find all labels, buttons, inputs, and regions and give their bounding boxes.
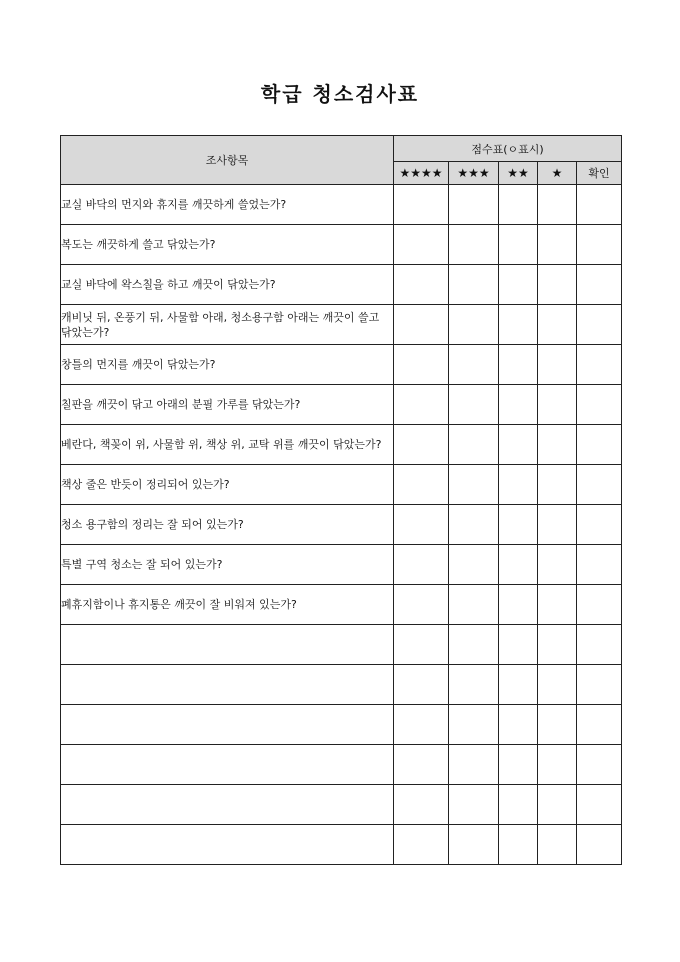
score-cell[interactable]	[499, 785, 538, 825]
score-cell[interactable]	[538, 305, 577, 345]
score-cell[interactable]	[394, 785, 449, 825]
score-cell[interactable]	[394, 305, 449, 345]
score-cell[interactable]	[538, 345, 577, 385]
table-row	[61, 585, 622, 625]
score-cell[interactable]	[577, 385, 622, 425]
score-cell[interactable]	[394, 545, 449, 585]
score-cell[interactable]	[538, 545, 577, 585]
table-row	[61, 745, 622, 785]
score-cell[interactable]	[499, 465, 538, 505]
score-cell[interactable]	[394, 425, 449, 465]
score-col-4-stars: ★★★★	[394, 162, 449, 185]
score-cell[interactable]	[538, 665, 577, 705]
score-cell[interactable]	[577, 465, 622, 505]
score-cell[interactable]	[577, 705, 622, 745]
score-cell[interactable]	[538, 625, 577, 665]
question-cell: 복도는 깨끗하게 쓸고 닦았는가?	[61, 225, 394, 265]
score-cell[interactable]	[538, 225, 577, 265]
score-cell[interactable]	[394, 385, 449, 425]
score-cell[interactable]	[577, 185, 622, 225]
score-cell[interactable]	[538, 185, 577, 225]
score-cell[interactable]	[449, 305, 499, 345]
score-cell[interactable]	[538, 825, 577, 865]
question-cell: 책상 줄은 반듯이 정리되어 있는가?	[61, 465, 394, 505]
header-item: 조사항목	[61, 136, 394, 185]
page-title: 학급 청소검사표	[260, 82, 420, 106]
score-cell[interactable]	[449, 345, 499, 385]
score-cell[interactable]	[577, 785, 622, 825]
question-cell: 교실 바닥에 왁스칠을 하고 깨끗이 닦았는가?	[61, 265, 394, 305]
score-cell[interactable]	[449, 665, 499, 705]
score-cell[interactable]	[499, 225, 538, 265]
score-cell[interactable]	[394, 265, 449, 305]
question-cell	[61, 745, 394, 785]
table-row	[61, 225, 622, 265]
score-cell[interactable]	[577, 425, 622, 465]
question-cell	[61, 665, 394, 705]
score-cell[interactable]	[577, 505, 622, 545]
question-cell: 교실 바닥의 먼지와 휴지를 깨끗하게 쓸었는가?	[61, 185, 394, 225]
table-row	[61, 185, 622, 225]
table-row	[61, 305, 622, 345]
question-cell: 청소 용구함의 정리는 잘 되어 있는가?	[61, 505, 394, 545]
score-cell[interactable]	[538, 505, 577, 545]
score-cell[interactable]	[499, 385, 538, 425]
score-cell[interactable]	[499, 305, 538, 345]
score-cell[interactable]	[538, 465, 577, 505]
score-cell[interactable]	[449, 465, 499, 505]
table-row	[61, 665, 622, 705]
score-cell[interactable]	[577, 345, 622, 385]
score-cell[interactable]	[499, 425, 538, 465]
table-row	[61, 425, 622, 465]
question-cell	[61, 625, 394, 665]
score-cell[interactable]	[394, 225, 449, 265]
question-cell	[61, 785, 394, 825]
score-cell[interactable]	[577, 225, 622, 265]
question-cell: 폐휴지함이나 휴지통은 깨끗이 잘 비워져 있는가?	[61, 585, 394, 625]
score-cell[interactable]	[394, 665, 449, 705]
header-check: 점수표(ㅇ표시)	[394, 136, 622, 162]
table-row	[61, 545, 622, 585]
score-cell[interactable]	[499, 505, 538, 545]
score-cell[interactable]	[449, 545, 499, 585]
score-cell[interactable]	[449, 785, 499, 825]
score-col-1-star: ★	[538, 162, 577, 185]
score-cell[interactable]	[538, 265, 577, 305]
score-cell[interactable]	[449, 425, 499, 465]
score-cell[interactable]	[538, 425, 577, 465]
score-cell[interactable]	[538, 705, 577, 745]
score-cell[interactable]	[449, 705, 499, 745]
inspection-table	[60, 135, 622, 865]
score-cell[interactable]	[538, 585, 577, 625]
score-cell[interactable]	[499, 665, 538, 705]
score-cell[interactable]	[394, 505, 449, 545]
score-cell[interactable]	[538, 785, 577, 825]
question-cell: 창틀의 먼지를 깨끗이 닦았는가?	[61, 345, 394, 385]
table-row	[61, 465, 622, 505]
score-cell[interactable]	[499, 185, 538, 225]
score-cell[interactable]	[394, 345, 449, 385]
score-cell[interactable]	[538, 385, 577, 425]
score-cell[interactable]	[577, 265, 622, 305]
score-cell[interactable]	[499, 625, 538, 665]
score-col-3-stars: ★★★	[449, 162, 499, 185]
question-cell: 칠판을 깨끗이 닦고 아래의 분필 가루를 닦았는가?	[61, 385, 394, 425]
score-cell[interactable]	[577, 825, 622, 865]
score-cell[interactable]	[449, 225, 499, 265]
score-cell[interactable]	[499, 545, 538, 585]
score-cell[interactable]	[394, 705, 449, 745]
score-cell[interactable]	[394, 465, 449, 505]
question-cell	[61, 825, 394, 865]
table-row	[61, 385, 622, 425]
score-cell[interactable]	[449, 585, 499, 625]
score-col-2-stars: ★★	[499, 162, 538, 185]
score-cell[interactable]	[577, 305, 622, 345]
table-row	[61, 785, 622, 825]
score-cell[interactable]	[499, 745, 538, 785]
question-cell: 베란다, 책꽂이 위, 사물함 위, 책상 위, 교탁 위를 깨끗이 닦았는가?	[61, 425, 394, 465]
score-cell[interactable]	[394, 185, 449, 225]
score-cell[interactable]	[449, 265, 499, 305]
table-row	[61, 625, 622, 665]
score-cell[interactable]	[538, 745, 577, 785]
score-cell[interactable]	[394, 825, 449, 865]
score-cell[interactable]	[394, 745, 449, 785]
score-cell[interactable]	[449, 625, 499, 665]
question-cell	[61, 705, 394, 745]
score-cell[interactable]	[449, 825, 499, 865]
score-cell[interactable]	[499, 585, 538, 625]
score-cell[interactable]	[449, 505, 499, 545]
question-cell: 캐비닛 뒤, 온풍기 뒤, 사물함 아래, 청소용구함 아래는 깨끗이 쓸고 닦았는가?	[61, 305, 394, 345]
score-cell[interactable]	[449, 745, 499, 785]
score-cell[interactable]	[499, 825, 538, 865]
score-col-confirm: 확인	[577, 162, 622, 185]
score-cell[interactable]	[577, 625, 622, 665]
score-cell[interactable]	[499, 265, 538, 305]
score-cell[interactable]	[499, 705, 538, 745]
score-cell[interactable]	[577, 585, 622, 625]
question-cell: 특별 구역 청소는 잘 되어 있는가?	[61, 545, 394, 585]
table-row	[61, 345, 622, 385]
score-cell[interactable]	[394, 625, 449, 665]
score-cell[interactable]	[577, 545, 622, 585]
table-row	[61, 505, 622, 545]
score-cell[interactable]	[449, 185, 499, 225]
table-row	[61, 265, 622, 305]
score-cell[interactable]	[394, 585, 449, 625]
score-cell[interactable]	[499, 345, 538, 385]
table-row	[61, 825, 622, 865]
score-cell[interactable]	[577, 665, 622, 705]
score-cell[interactable]	[577, 745, 622, 785]
table-row	[61, 705, 622, 745]
score-cell[interactable]	[449, 385, 499, 425]
